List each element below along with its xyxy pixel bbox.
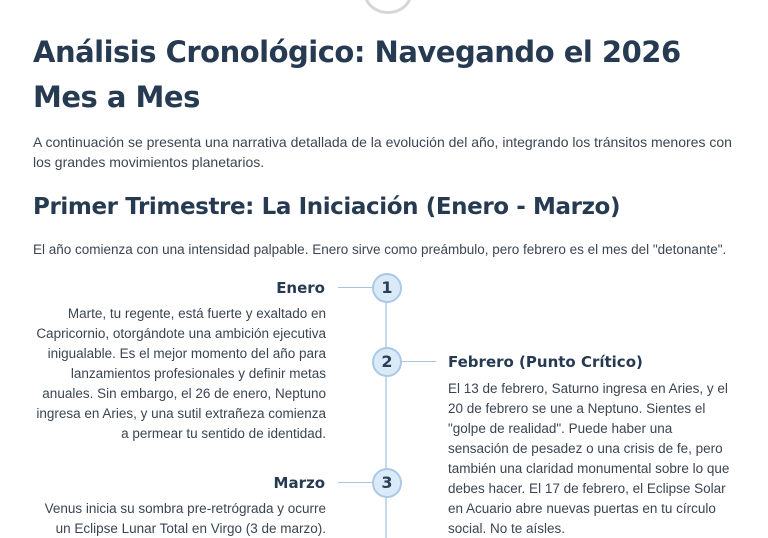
month-body-marzo: Venus inicia su sombra pre-retrógrada y ocurre un Eclipse Lunar Total en Virgo (3 de marzo). bbox=[44, 501, 326, 536]
section-heading: Primer Trimestre: La Iniciación (Enero - Marzo) bbox=[33, 194, 621, 220]
month-title-marzo: Marzo bbox=[273, 474, 325, 492]
month-body-enero: Marte, tu regente, está fuerte y exaltado en Capricornio, otorgándote una ambición ejecutiva inigualable. Es el mejor momento del año para lanzamientos profesionales y definir metas anuales. Sin embargo, el 26 de enero, Neptuno ingresa en Aries, y una sutil extrañeza comienza a permear tu sentido de identidad. bbox=[36, 306, 326, 441]
timeline-connector bbox=[398, 361, 436, 362]
timeline-marker-3: 3 bbox=[372, 468, 402, 498]
month-body-febrero: El 13 de febrero, Saturno ingresa en Aries, y el 20 de febrero se une a Neptuno. Sientes el "golpe de realidad". Puede haber una sensación de pesadez o una crisis de fe, pero también una claridad monumental sobre lo que debes hacer. El 17 de febrero, el Eclipse Solar en Acuario abre nuevas puertas en tu círculo social. No te aísles. bbox=[448, 381, 730, 536]
timeline-connector bbox=[338, 287, 374, 288]
month-title-febrero: Febrero (Punto Crítico) bbox=[448, 353, 643, 371]
intro-paragraph: A continuación se presenta una narrativa detallada de la evolución del año, integrando los tránsitos menores con los grandes movimientos planetarios. bbox=[33, 134, 732, 170]
timeline-connector bbox=[338, 482, 374, 483]
timeline-line bbox=[385, 300, 387, 538]
section-intro-text: El año comienza con una intensidad palpable. Enero sirve como preámbulo, pero febrero es el mes del "detonante". bbox=[33, 242, 727, 257]
timeline-marker-1: 1 bbox=[372, 273, 402, 303]
timeline-marker-2: 2 bbox=[372, 347, 402, 377]
month-title-enero: Enero bbox=[276, 279, 325, 297]
page-title: Análisis Cronológico: Navegando el 2026 Mes a Mes bbox=[33, 35, 681, 114]
scroll-top-indicator bbox=[364, 0, 412, 14]
